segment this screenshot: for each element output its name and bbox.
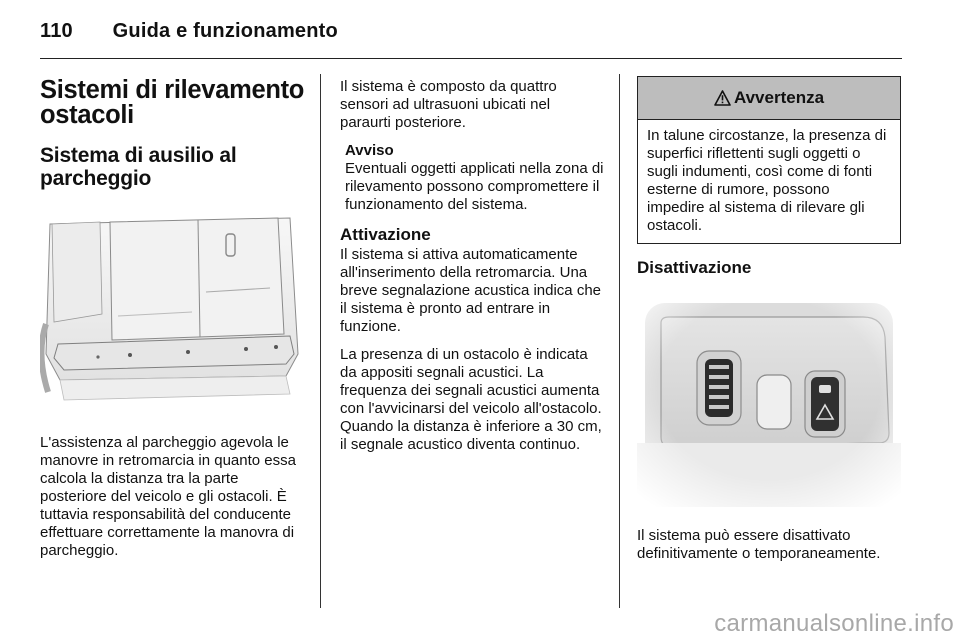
activation-paragraph-1: Il sistema si attiva automaticamente all'inserimento della retromarcia. Una breve segnalazione acustica indica che il sistema è pronto ad entrare in funzione.	[340, 246, 601, 335]
switch-panel-illustration	[637, 293, 901, 507]
note-title: Avviso	[345, 142, 394, 159]
column-divider-left	[320, 74, 321, 608]
warning-box	[637, 76, 901, 244]
section-title: Guida e funzionamento	[112, 20, 338, 42]
page-title: Sistemi di rilevamento ostacoli	[40, 76, 305, 129]
column-middle	[340, 78, 604, 464]
warning-triangle-icon	[714, 90, 731, 106]
page-number: 110	[40, 20, 73, 42]
deactivation-paragraph: Il sistema può essere disattivato definitivamente o temporaneamente.	[637, 527, 881, 562]
deactivation-heading: Disattivazione	[637, 258, 752, 277]
intro-paragraph: L'assistenza al parcheggio agevola le manovre in retromarcia in quanto essa calcola la distanza tra la parte posteriore del veicolo e gli ostacoli. È tuttavia responsabilità del conducente effettuare correttamente la manovra di parcheggio.	[40, 434, 296, 559]
activation-paragraph-2: La presenza di un ostacolo è indicata da appositi segnali acustici. La frequenza dei segnali acustici aumenta con l'avvicinarsi del veicolo all'ostacolo. Quando la distanza è inferiore a 30 cm, il segnale acustico diventa continuo.	[340, 346, 602, 453]
page-header	[40, 20, 338, 43]
section-subtitle: Sistema di ausilio al parcheggio	[40, 144, 237, 190]
note-block	[340, 142, 604, 214]
watermark: carmanualsonline.info	[714, 610, 954, 637]
column-divider-right	[619, 74, 620, 608]
van-rear-illustration	[40, 204, 302, 418]
warning-text: In talune circostanze, la presenza di superfici riflettenti sugli oggetti o sugli indumenti, così come di fonti esterne di rumore, possono impedire al sistema di rilevare gli ostacoli.	[647, 127, 887, 234]
note-text: Eventuali oggetti applicati nella zona di rilevamento possono compromettere il funzionamento del sistema.	[345, 160, 604, 213]
column-left	[40, 76, 305, 570]
activation-heading: Attivazione	[340, 225, 431, 244]
system-description: Il sistema è composto da quattro sensori ad ultrasuoni ubicati nel paraurti posteriore.	[340, 78, 557, 131]
warning-title: Avvertenza	[733, 88, 825, 107]
column-right	[637, 76, 901, 573]
header-divider	[40, 58, 902, 59]
warning-header	[638, 77, 900, 120]
